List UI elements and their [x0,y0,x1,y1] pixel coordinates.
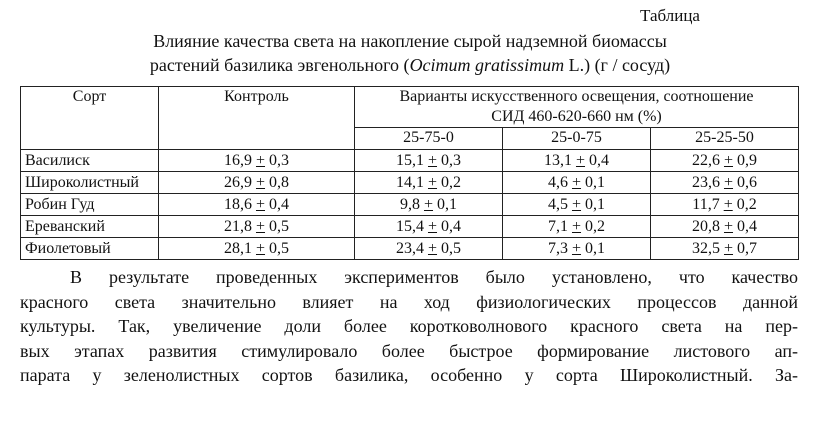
error-value: 0,3 [269,151,290,169]
plus-minus-sign: + [423,195,434,213]
mean-value: 16,9 [223,151,252,169]
plus-minus-sign: + [723,173,734,191]
table-row [21,216,799,238]
table-row [21,172,799,194]
plus-minus-sign: + [575,151,586,169]
plus-minus-sign: + [255,195,266,213]
plus-minus-sign: + [255,239,266,257]
error-value: 0,2 [585,217,606,235]
error-value: 0,4 [737,217,758,235]
plus-minus-sign: + [571,173,582,191]
plus-minus-sign: + [427,239,438,257]
variety-name: Робин Гуд [21,194,159,216]
variety-name: Ереванский [21,216,159,238]
error-value: 0,7 [737,239,758,257]
value-cell [651,238,799,260]
error-value: 0,8 [269,173,290,191]
error-value: 0,5 [269,217,290,235]
biomass-table [20,86,799,260]
plus-minus-sign: + [723,151,734,169]
plus-minus-sign: + [427,151,438,169]
value-cell [503,194,651,216]
mean-value: 15,1 [395,151,424,169]
species-name: Ocimum gratissimum [409,55,565,75]
error-value: 0,4 [441,217,462,235]
paragraph-line: красного света значительно влияет на ход физиологических процессов данной [20,291,798,312]
plus-minus-sign: + [723,239,734,257]
value-cell [651,150,799,172]
plus-minus-sign: + [723,217,734,235]
table-row [21,194,799,216]
value-cell [651,172,799,194]
mean-value: 4,6 [547,173,568,191]
value-cell [355,216,503,238]
table-title-line2 [20,54,800,77]
mean-value: 13,1 [543,151,572,169]
value-cell [355,194,503,216]
mean-value: 22,6 [691,151,720,169]
variety-name: Широколистный [21,172,159,194]
header-variants-line2: СИД 460-620-660 нм (%) [491,108,662,125]
value-cell [503,172,651,194]
error-value: 0,4 [589,151,610,169]
value-cell [503,150,651,172]
plus-minus-sign: + [571,217,582,235]
plus-minus-sign: + [571,239,582,257]
plus-minus-sign: + [255,217,266,235]
plus-minus-sign: + [427,173,438,191]
mean-value: 4,5 [547,195,568,213]
error-value: 0,1 [585,239,606,257]
mean-value: 15,4 [395,217,424,235]
value-cell [651,194,799,216]
mean-value: 11,7 [692,195,720,213]
mean-value: 32,5 [691,239,720,257]
value-cell [651,216,799,238]
mean-value: 14,1 [395,173,424,191]
error-value: 0,6 [737,173,758,191]
mean-value: 18,6 [223,195,252,213]
error-value: 0,3 [441,151,462,169]
mean-value: 9,8 [399,195,420,213]
error-value: 0,2 [441,173,462,191]
error-value: 0,1 [585,173,606,191]
plus-minus-sign: + [255,151,266,169]
table-label: Таблица [640,6,700,25]
value-cell [503,238,651,260]
mean-value: 20,8 [691,217,720,235]
paragraph-line: вых этапах развития стимулировало более быстрое формирование листового ап- [20,340,798,361]
table-body [21,150,799,260]
mean-value: 7,3 [547,239,568,257]
header-variety: Сорт [21,87,159,150]
paragraph-line: парата у зеленолистных сортов базилика, особенно у сорта Широколистный. За- [20,365,798,385]
body-paragraph [20,265,798,388]
header-variants-line1: Варианты искусственного освещения, соотношение [399,88,754,105]
table-row [21,238,799,260]
plus-minus-sign: + [427,217,438,235]
plus-minus-sign: + [723,195,733,213]
table-row [21,150,799,172]
mean-value: 23,4 [395,239,424,257]
header-variant-3: 25-25-50 [651,128,799,150]
error-value: 0,1 [585,195,606,213]
value-cell [159,216,355,238]
mean-value: 7,1 [547,217,568,235]
plus-minus-sign: + [571,195,582,213]
header-variants [355,87,799,128]
paragraph-line: В результате проведенных экспериментов было установлено, что качество [70,267,798,287]
error-value: 0,9 [737,151,758,169]
value-cell [159,194,355,216]
title-text: растений базилика эвгенольного ( [149,55,410,75]
error-value: 0,5 [269,239,290,257]
value-cell [355,150,503,172]
paragraph-line: культуры. Так, увеличение доли более коротковолнового красного света на пер- [20,316,798,336]
value-cell [503,216,651,238]
mean-value: 28,1 [223,239,252,257]
value-cell [159,172,355,194]
value-cell [159,150,355,172]
mean-value: 23,6 [691,173,720,191]
plus-minus-sign: + [255,173,266,191]
mean-value: 26,9 [223,173,252,191]
error-value: 0,5 [441,239,462,257]
title-text-end: L.) (г / сосуд) [564,55,671,75]
variety-name: Фиолетовый [21,238,159,260]
value-cell [355,238,503,260]
header-variant-2: 25-0-75 [503,128,651,150]
error-value: 0,4 [269,195,290,213]
mean-value: 21,8 [223,217,252,235]
error-value: 0,1 [437,195,458,213]
header-control: Контроль [159,87,355,150]
header-variant-1: 25-75-0 [355,128,503,150]
value-cell [159,238,355,260]
error-value: 0,2 [736,195,757,213]
table-title-line1: Влияние качества света на накопление сырой надземной биомассы [153,31,667,51]
value-cell [355,172,503,194]
variety-name: Василиск [21,150,159,172]
